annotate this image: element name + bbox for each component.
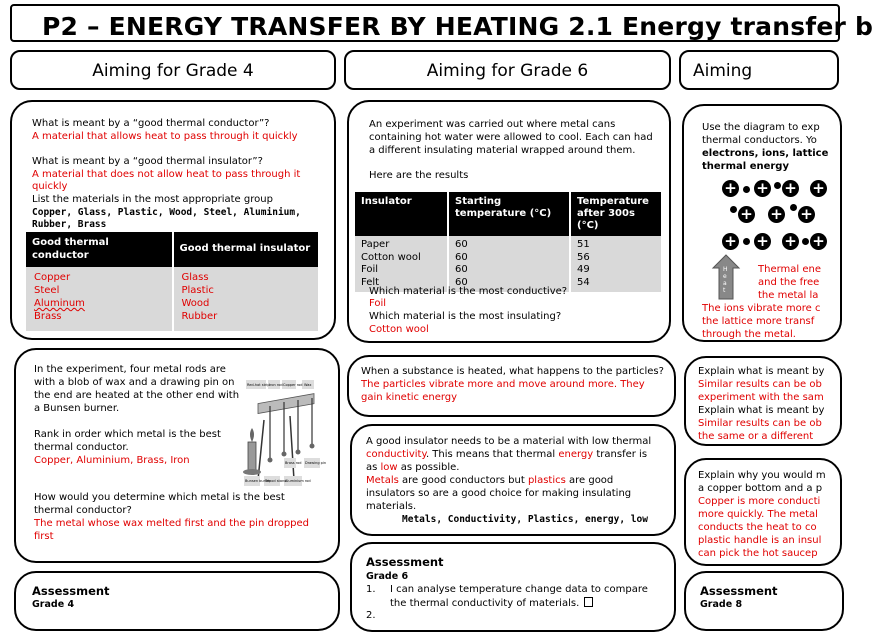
pan-a-2: more quickly. The metal bbox=[698, 509, 818, 520]
lattice-ans-1: Thermal ene bbox=[758, 264, 822, 275]
th-starting-temp: Starting temperature (°C) bbox=[448, 192, 570, 236]
ion-icon: + bbox=[722, 180, 739, 197]
th-insulator: Insulator bbox=[355, 192, 448, 236]
conductor-cell bbox=[26, 267, 173, 331]
fill-text: transfer is bbox=[593, 449, 648, 460]
ion-icon: + bbox=[798, 206, 815, 223]
assess8-title: Assessment bbox=[700, 584, 778, 598]
apparatus-diagram bbox=[244, 380, 334, 490]
insulator-col bbox=[355, 236, 448, 292]
pan-q-1: Explain why you would m bbox=[698, 470, 826, 481]
rep-a-1: Similar results can be ob bbox=[698, 379, 822, 390]
fill-line-6: materials. bbox=[366, 501, 417, 512]
electron-icon bbox=[802, 238, 809, 245]
fill-word: Metals bbox=[366, 475, 399, 486]
lattice-ans-6: through the metal. bbox=[702, 329, 796, 340]
cell-text: 60 bbox=[455, 264, 468, 275]
pan-a-1: Copper is more conducti bbox=[698, 496, 821, 507]
rods-intro-4: a Bunsen burner. bbox=[34, 403, 120, 414]
lattice-q2: thermal conductors. Yo bbox=[702, 135, 817, 146]
svg-text:Brass rod: Brass rod bbox=[285, 461, 302, 465]
lattice-q3: electrons, ions, lattice bbox=[702, 148, 829, 159]
fill-text: are good bbox=[565, 475, 614, 486]
lattice-q1: Use the diagram to exp bbox=[702, 122, 820, 133]
lattice-ans-3: the metal la bbox=[758, 290, 819, 301]
a-most-insulating: Cotton wool bbox=[369, 324, 429, 335]
electron-icon bbox=[790, 204, 797, 211]
conductor-item: Copper bbox=[34, 272, 71, 283]
rep-a-4: the same or a different bbox=[698, 431, 814, 442]
particles-a-2: gain kinetic energy bbox=[361, 392, 458, 403]
svg-text:Copper rod: Copper rod bbox=[283, 383, 303, 387]
fill-line-2 bbox=[366, 449, 647, 462]
fill-word: conductivity bbox=[366, 449, 426, 460]
word-bank: Metals, Conductivity, Plastics, energy, low bbox=[402, 514, 648, 525]
q-good-conductor: What is meant by a “good thermal conductor”? bbox=[32, 118, 270, 129]
rank-q-2: thermal conductor. bbox=[34, 442, 129, 453]
a-good-insulator-1: A material that does not allow heat to pass through it bbox=[32, 169, 301, 180]
title-bar bbox=[10, 4, 873, 42]
insulator-item: Plastic bbox=[181, 285, 214, 296]
svg-text:Bunsen burner: Bunsen burner bbox=[245, 479, 271, 483]
ion-icon: + bbox=[754, 180, 771, 197]
cell-text: 49 bbox=[577, 264, 590, 275]
rep-q-1: Explain what is meant by bbox=[698, 366, 825, 377]
electron-icon bbox=[730, 206, 737, 213]
exp-intro-1: An experiment was carried out where metal cans bbox=[369, 119, 616, 130]
insulation-experiment-card bbox=[347, 100, 671, 343]
particles-a-1: The particles vibrate more and move around more. They bbox=[361, 379, 645, 390]
fill-line-3 bbox=[366, 462, 459, 475]
cell-text: Felt bbox=[361, 276, 380, 288]
cell-text: 56 bbox=[577, 251, 590, 263]
svg-text:Drawing pin: Drawing pin bbox=[305, 461, 327, 465]
rep-q-2: Explain what is meant by bbox=[698, 405, 825, 416]
heat-label: Heat bbox=[723, 266, 728, 294]
assess6-item-1: I can analyse temperature change data to compare bbox=[390, 584, 648, 595]
lattice-q4: thermal energy bbox=[702, 161, 789, 172]
results-table bbox=[355, 192, 663, 292]
fill-text: are good conductors but bbox=[398, 475, 528, 486]
col-header-insulator: Good thermal insulator bbox=[173, 232, 320, 267]
svg-text:Wax: Wax bbox=[304, 383, 312, 387]
ion-icon: + bbox=[722, 233, 739, 250]
ion-icon: + bbox=[810, 180, 827, 197]
ion-icon: + bbox=[782, 180, 799, 197]
ion-icon: + bbox=[738, 206, 755, 223]
assessment-grade6 bbox=[350, 542, 676, 632]
rods-intro-2: with a blob of wax and a drawing pin on bbox=[34, 377, 235, 388]
how-answer-1: The metal whose wax melted first and the pin dropped bbox=[34, 518, 310, 529]
materials-table bbox=[26, 232, 320, 331]
rods-intro-1: In the experiment, four metal rods are bbox=[34, 364, 226, 375]
start-temp-col bbox=[448, 236, 570, 292]
pan-a-5: can pick the hot saucep bbox=[698, 548, 818, 559]
pan-a-3: conducts the heat to co bbox=[698, 522, 817, 533]
ion-icon: + bbox=[754, 233, 771, 250]
a-most-conductive: Foil bbox=[369, 298, 387, 309]
rep-a-3: Similar results can be ob bbox=[698, 418, 822, 429]
results-label: Here are the results bbox=[369, 170, 469, 181]
ion-icon: + bbox=[768, 206, 785, 223]
th-final-temp: Temperature after 300s (°C) bbox=[570, 192, 662, 236]
cell-text: 54 bbox=[577, 276, 590, 288]
q-most-conductive: Which material is the most conductive? bbox=[369, 286, 568, 297]
insulator-cell bbox=[173, 267, 320, 331]
fill-line-4 bbox=[366, 475, 613, 488]
cell-text: Foil bbox=[361, 264, 379, 275]
assess6-item-2 bbox=[390, 597, 593, 611]
assess4-title: Assessment bbox=[32, 584, 110, 598]
q-good-insulator: What is meant by a “good thermal insulator”? bbox=[32, 156, 263, 167]
insulator-item: Rubber bbox=[181, 311, 218, 322]
a-good-conductor: A material that allows heat to pass through it quickly bbox=[32, 131, 298, 142]
cell-text: 51 bbox=[577, 239, 590, 250]
fill-word: plastics bbox=[527, 475, 566, 486]
assess6-num-2: 2. bbox=[366, 610, 376, 621]
pan-q-2: a copper bottom and a p bbox=[698, 483, 823, 494]
saucepan-card bbox=[684, 458, 842, 566]
lattice-ans-4: The ions vibrate more c bbox=[702, 303, 821, 314]
fill-word: low bbox=[380, 462, 398, 473]
insulator-fill-card bbox=[350, 424, 676, 536]
assessment-grade8 bbox=[684, 571, 844, 631]
lattice-ans-2: and the free bbox=[758, 277, 820, 288]
header-grade8-label: Aiming bbox=[693, 61, 753, 81]
assess6-num: 1. bbox=[366, 584, 376, 595]
fill-line-5: insulators so are a good choice for making insulating bbox=[366, 488, 632, 499]
assess4-grade: Grade 4 bbox=[32, 599, 75, 610]
ion-icon: + bbox=[782, 233, 799, 250]
metal-rods-card bbox=[14, 348, 340, 563]
header-grade4-label: Aiming for Grade 4 bbox=[92, 61, 254, 81]
rank-q-1: Rank in order which metal is the best bbox=[34, 429, 221, 440]
electron-icon bbox=[743, 238, 750, 245]
final-temp-col bbox=[570, 236, 662, 292]
electron-icon bbox=[774, 182, 781, 189]
col-header-conductor: Good thermal conductor bbox=[26, 232, 173, 267]
insulator-item: Wood bbox=[181, 298, 210, 309]
lattice-card bbox=[682, 104, 842, 342]
header-grade6-label: Aiming for Grade 6 bbox=[426, 61, 589, 81]
rods-intro-3: the end are heated at the other end with bbox=[34, 390, 240, 401]
pan-a-4: plastic handle is an insul bbox=[698, 535, 822, 546]
conductor-insulator-card bbox=[10, 100, 336, 340]
materials-list-2: Rubber, Brass bbox=[32, 219, 107, 230]
fill-text: . This means that thermal bbox=[425, 449, 559, 460]
assess6-title: Assessment bbox=[366, 555, 444, 569]
assess6-grade: Grade 6 bbox=[366, 571, 409, 582]
page-title: P2 – ENERGY TRANSFER BY HEATING 2.1 Energy transfer b bbox=[42, 12, 873, 41]
fill-text: as possible. bbox=[397, 462, 460, 473]
header-grade8 bbox=[679, 50, 839, 90]
repeatable-card bbox=[684, 356, 842, 446]
svg-text:Iron rod: Iron rod bbox=[269, 383, 283, 387]
conductor-item: Steel bbox=[34, 285, 60, 296]
svg-text:Tripod stand: Tripod stand bbox=[265, 479, 287, 483]
cell-text: 60 bbox=[455, 276, 468, 288]
list-instruction: List the materials in the most appropriate group bbox=[32, 194, 273, 205]
cell-text: 60 bbox=[455, 251, 468, 263]
lattice-ans-5: the lattice more transf bbox=[702, 316, 815, 327]
header-grade4 bbox=[10, 50, 336, 90]
exp-intro-2: containing hot water were allowed to cool. Each can had bbox=[369, 132, 653, 143]
rep-a-2: experiment with the sam bbox=[698, 392, 824, 403]
assess8-grade: Grade 8 bbox=[700, 599, 743, 610]
conductor-item: Aluminum bbox=[34, 298, 85, 309]
particles-q: When a substance is heated, what happens to the particles? bbox=[361, 366, 664, 377]
fill-text: as bbox=[366, 462, 381, 473]
electron-icon bbox=[743, 186, 750, 193]
a-good-insulator-2: quickly bbox=[32, 181, 68, 192]
checkbox[interactable] bbox=[584, 597, 593, 607]
rank-answer: Copper, Aluminium, Brass, Iron bbox=[34, 455, 190, 466]
q-most-insulating: Which material is the most insulating? bbox=[369, 311, 562, 322]
materials-list-1: Copper, Glass, Plastic, Wood, Steel, Aluminium, bbox=[32, 207, 301, 218]
how-q-1: How would you determine which metal is the best bbox=[34, 492, 285, 503]
how-answer-2: first bbox=[34, 531, 54, 542]
conductor-item: Brass bbox=[34, 311, 62, 322]
assess6-item-2-text: the thermal conductivity of materials. bbox=[390, 598, 580, 609]
exp-intro-3: a different insulating material wrapped around them. bbox=[369, 145, 636, 156]
svg-text:Red-hot strip: Red-hot strip bbox=[247, 383, 270, 387]
svg-text:Aluminium rod: Aluminium rod bbox=[285, 479, 311, 483]
ion-icon: + bbox=[810, 233, 827, 250]
assessment-grade4 bbox=[14, 571, 340, 631]
cell-text: Cotton wool bbox=[361, 251, 421, 263]
particles-card bbox=[347, 355, 676, 417]
fill-word: energy bbox=[558, 449, 594, 460]
insulator-item: Glass bbox=[181, 272, 209, 283]
header-grade6 bbox=[344, 50, 671, 90]
cell-text: Paper bbox=[361, 239, 390, 250]
fill-line-1: A good insulator needs to be a material with low thermal bbox=[366, 436, 652, 447]
cell-text: 60 bbox=[455, 239, 468, 250]
how-q-2: thermal conductor? bbox=[34, 505, 132, 516]
